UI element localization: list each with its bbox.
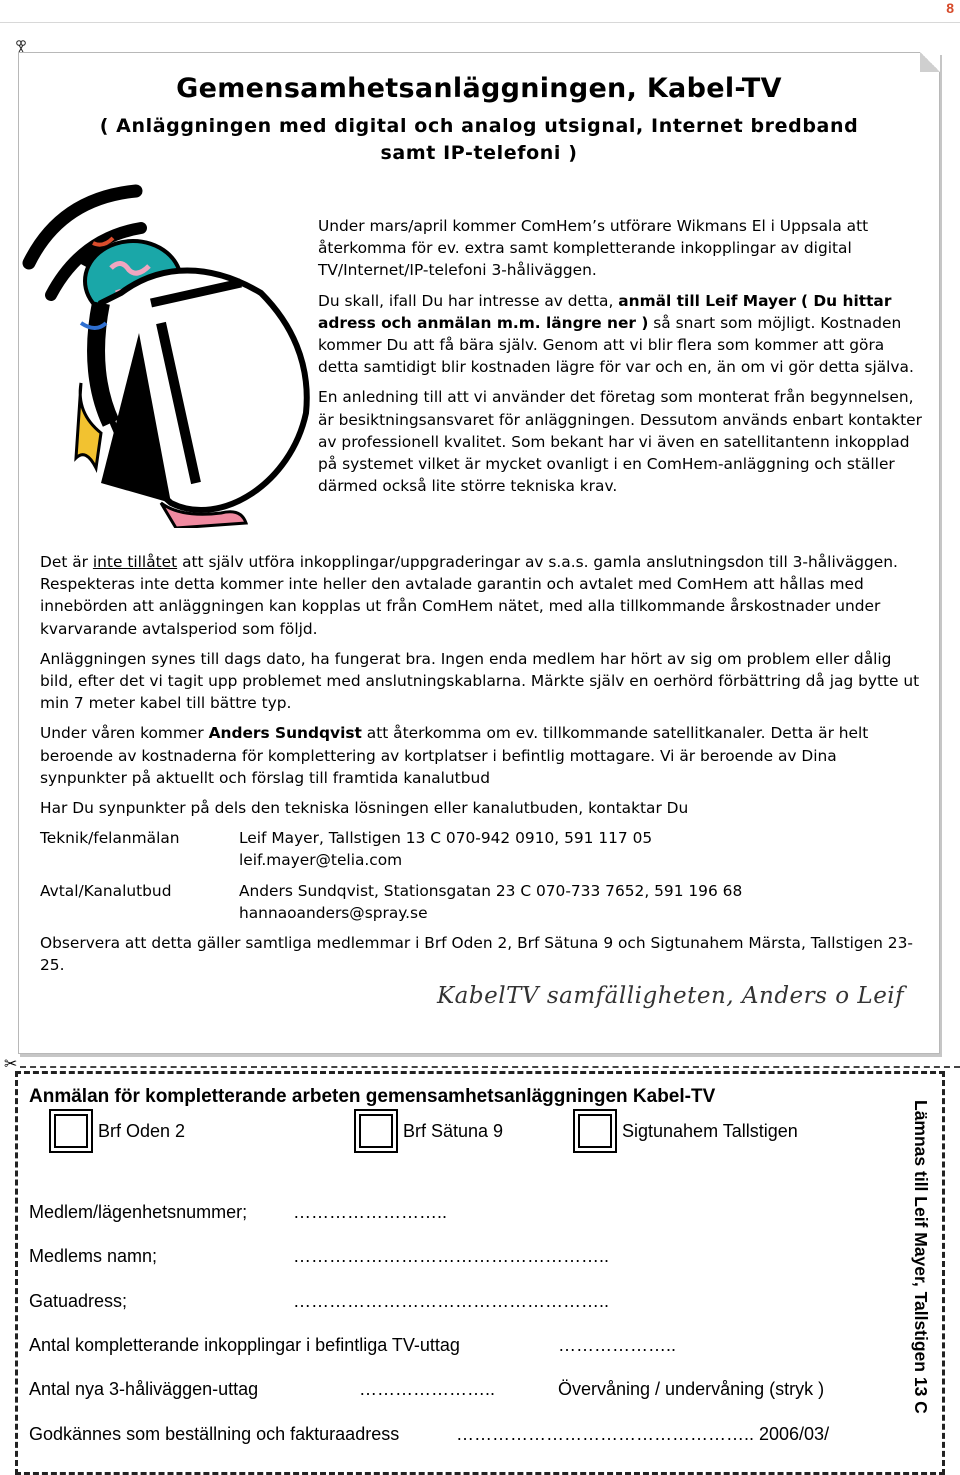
satellite-dish-illustration xyxy=(21,183,311,528)
form-title: Anmälan för kompletterande arbeten gemensamhetsanläggningen Kabel-TV xyxy=(29,1086,716,1107)
submit-to-note xyxy=(906,1100,936,1450)
not-allowed-post: att själv utföra inkopplingar/uppgraderingar av s.a.s. gamla anslutningsdon till 3-håliväggen. Respekteras inte detta kommer inte heller den avtalade garantin och avtalet med ComHem att hållas med innebörden att anläggningen kan kopplas ut från ComHem nätet, med alla tillkommande årskostnader under kvarvarande avtalsperiod som följd. xyxy=(40,553,898,638)
card-fold xyxy=(920,52,940,72)
intro-rest: så snart som möjligt. Kostnaden kommer Du att få bära själv. Genom att vi blir flera som kommer att göra detta samtidigt blir kostnaden lägre för var och en, än om vi gör detta själva. xyxy=(318,313,914,377)
option-sigtunahem[interactable] xyxy=(573,1109,798,1153)
name-input[interactable]: …………………………………………….. xyxy=(293,1246,610,1266)
paragraph-spring xyxy=(40,722,925,789)
submit-to-text: Lämnas till Leif Mayer, Tallstigen 13 C xyxy=(911,1100,931,1414)
approval-signature-input[interactable]: ………………………………………….. 2006/03/ xyxy=(456,1424,830,1444)
option-brf-oden[interactable] xyxy=(49,1109,185,1153)
registration-form xyxy=(15,1071,945,1475)
page-subtitle: ( Anläggningen med digital och analog utsignal, Internet bredband samt IP-telefoni ) xyxy=(99,115,859,164)
contact-value xyxy=(239,827,919,871)
extra-connections-input[interactable]: ……………….. xyxy=(558,1335,677,1355)
floor-choice[interactable]: Övervåning / undervåning (stryk ) xyxy=(558,1379,825,1399)
intro-text xyxy=(318,215,923,505)
paragraph-functioning: Anläggningen synes till dags dato, ha fungerat bra. Ingen enda medlem har hört av sig om problem eller dålig bild, efter det vi tagit upp problemet med anslutningskablarna. Märkte själv en oerhörd förbättring då jag bytte ut min 7 meter kabel till bättre typ. xyxy=(40,649,920,713)
member-number-input[interactable]: …………………….. xyxy=(293,1202,448,1222)
contact-label: Avtal/Kanalutbud xyxy=(40,881,172,900)
field-label-address: Gatuadress; xyxy=(29,1291,128,1311)
not-allowed-pre: Det är xyxy=(40,553,93,571)
newsletter-card xyxy=(18,52,940,1054)
page-title: Gemensamhetsanläggningen, Kabel-TV xyxy=(176,73,782,104)
contact-line: Leif Mayer, Tallstigen 13 C 070-942 0910, 591 117 05 xyxy=(239,829,653,848)
checkbox[interactable] xyxy=(354,1109,398,1153)
contact-label: Teknik/felanmälan xyxy=(40,829,180,848)
intro-lead: Du skall, ifall Du har intresse av detta, xyxy=(318,291,619,310)
spring-pre: Under våren kommer xyxy=(40,724,209,743)
spring-post: att återkomma om ev. tillkommande satellitkanaler. Detta är helt beroende av kostnaderna för komplettering av kortplatser i befintlig mottagare. Vi är beroende av Dina synpunkter på aktuellt och förslag till framtida kanalutbud xyxy=(40,724,869,787)
field-label-new-outlets: Antal nya 3-håliväggen-uttag xyxy=(29,1379,259,1399)
option-label: Brf Sätuna 9 xyxy=(403,1120,504,1141)
contact-line: Anders Sundqvist, Stationsgatan 23 C 070-733 7652, 591 196 68 xyxy=(239,881,743,900)
field-label-approval: Godkännes som beställning och fakturaadress xyxy=(29,1424,400,1444)
checkbox[interactable] xyxy=(573,1109,617,1153)
checkbox[interactable] xyxy=(49,1109,93,1153)
scissor-icon xyxy=(16,40,26,52)
page-number: 8 xyxy=(946,0,954,16)
contact-row xyxy=(40,827,925,871)
intro-bold-note: ( Du hittar adress och anmälan m.m. längre ner ) xyxy=(318,291,892,332)
field-label-name: Medlems namn; xyxy=(29,1246,158,1266)
contact-row xyxy=(40,880,925,924)
intro-bold-register: anmäl till Leif Mayer xyxy=(618,291,797,310)
scissor-icon: ✂ xyxy=(4,1054,18,1073)
signature: KabelTV samfälligheten, Anders o Leif xyxy=(437,983,905,1009)
main-text xyxy=(40,551,925,984)
option-label: Brf Oden 2 xyxy=(98,1120,186,1141)
new-outlets-input[interactable]: ………………….. xyxy=(359,1379,496,1399)
option-brf-satuna[interactable] xyxy=(354,1109,503,1153)
not-allowed-underlined: inte tillåtet xyxy=(92,553,178,571)
field-label-extra-connections: Antal kompletterande inkopplingar i befintliga TV-uttag xyxy=(29,1335,460,1355)
field-label-member-number: Medlem/lägenhetsnummer; xyxy=(29,1202,248,1222)
intro-paragraph-3: En anledning till att vi använder det företag som monterat från begynnelsen, är besiktningsansvaret för anläggningen. Dessutom används enbart kontakter av professionell kvalitet. Som bekant har vi även en satellitantenn inkopplad på systemet vilket är mycket ovanligt i en ComHem-anläggning och ställer därmed också lite större tekniska krav. xyxy=(318,388,922,496)
intro-paragraph-2 xyxy=(318,290,923,379)
intro-paragraph-1: Under mars/april kommer ComHem’s utförare Wikmans El i Uppsala att återkomma för ev. extra samt kompletterande inkopplingar av digital TV/Internet/IP-telefoni 3-håliväggen. xyxy=(318,217,869,280)
option-label: Sigtunahem Tallstigen xyxy=(622,1120,798,1141)
spring-bold-name: Anders Sundqvist xyxy=(208,724,362,743)
paragraph-not-allowed xyxy=(40,551,925,640)
paragraph-contact-intro: Har Du synpunkter på dels den tekniska lösningen eller kanalutbuden, kontaktar Du xyxy=(40,799,689,818)
contact-value xyxy=(239,880,919,924)
address-input[interactable]: …………………………………………….. xyxy=(293,1291,610,1311)
paragraph-note: Observera att detta gäller samtliga medlemmar i Brf Oden 2, Brf Sätuna 9 och Sigtunahem Märsta, Tallstigen 23-25. xyxy=(40,934,913,975)
contact-email: leif.mayer@telia.com xyxy=(239,851,403,870)
cut-line xyxy=(20,1066,960,1068)
top-divider xyxy=(0,22,960,23)
contact-email: hannaoanders@spray.se xyxy=(239,903,428,922)
